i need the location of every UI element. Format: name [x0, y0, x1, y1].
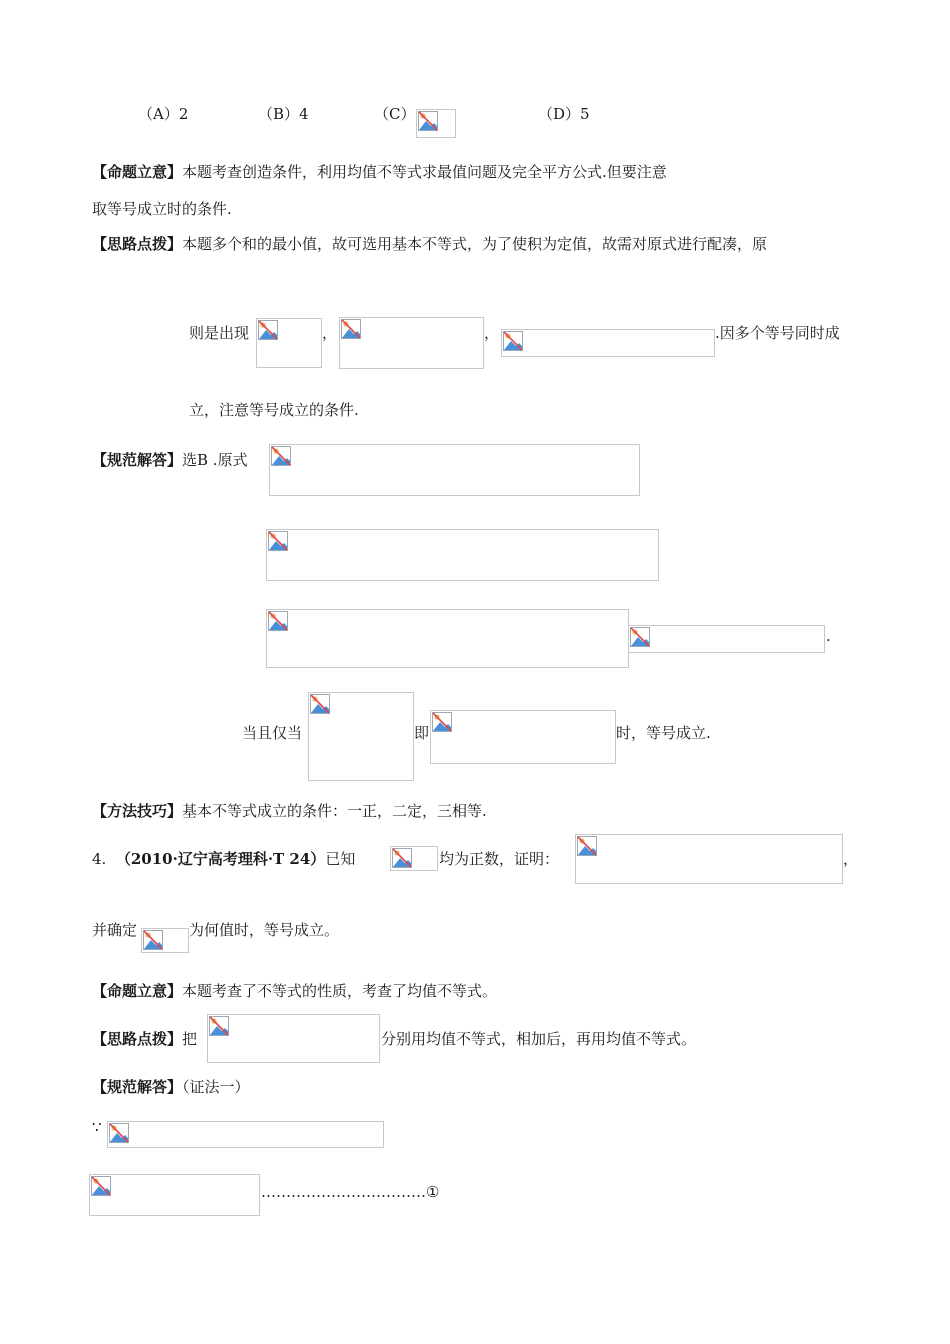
option-c-image — [416, 109, 456, 138]
broken-image-icon — [503, 331, 523, 351]
section-label: 【规范解答】 — [92, 451, 183, 469]
broken-image-icon — [418, 111, 438, 131]
period: . — [826, 627, 831, 645]
section-text: 分别用均值不等式，相加后，再用均值不等式。 — [381, 1030, 697, 1048]
formula-image — [89, 1174, 260, 1216]
broken-image-icon — [91, 1176, 111, 1196]
formula-image — [266, 529, 659, 581]
section-label: 【方法技巧】 — [92, 802, 183, 820]
equation-dots: ……………………………① — [261, 1183, 440, 1201]
because-symbol: ∵ — [92, 1118, 102, 1136]
silu-line2-start: 则是出现 — [189, 324, 250, 342]
q3-mingti — [92, 162, 667, 182]
broken-image-icon — [258, 320, 278, 340]
broken-image-icon — [109, 1123, 129, 1143]
q3-silu — [92, 234, 767, 254]
section-label: 【命题立意】 — [92, 982, 183, 1000]
formula-image — [256, 318, 322, 368]
question-source: （2010·辽宁高考理科·T 24） — [115, 850, 326, 868]
shi-text: 时，等号成立. — [616, 724, 711, 742]
formula-image — [339, 317, 484, 369]
broken-image-icon — [392, 848, 412, 868]
question-text: 均为正数，证明： — [439, 850, 560, 868]
q3-mingti-cont: 取等号成立时的条件. — [92, 200, 232, 218]
formula-image — [207, 1014, 380, 1063]
formula-image — [269, 444, 640, 496]
q4-header — [92, 849, 355, 869]
silu-line2-end: .因多个等号同时成 — [715, 324, 840, 342]
section-label: 【规范解答】 — [92, 1078, 183, 1096]
formula-image — [141, 928, 189, 953]
option-a: （A）2 — [138, 105, 189, 123]
comma: ， — [322, 324, 338, 342]
broken-image-icon — [577, 836, 597, 856]
broken-image-icon — [268, 531, 288, 551]
section-text: 本题多个和的最小值，故可选用基本不等式，为了使积为定值，故需对原式进行配凑，原 — [182, 235, 768, 253]
formula-image — [628, 625, 825, 653]
broken-image-icon — [341, 319, 361, 339]
section-text: 选B .原式 — [182, 451, 248, 469]
q4-silu — [92, 1029, 197, 1049]
broken-image-icon — [209, 1016, 229, 1036]
comma: ， — [484, 324, 500, 342]
section-text: 本题考查了不等式的性质，考查了均值不等式。 — [182, 982, 498, 1000]
question-number: 4. — [92, 850, 107, 868]
dangqie-text: 当且仅当 — [242, 724, 303, 742]
q3-fangfa — [92, 801, 487, 821]
broken-image-icon — [432, 712, 452, 732]
ji-text: 即 — [414, 724, 430, 742]
formula-image — [575, 834, 843, 884]
section-label: 【思路点拨】 — [92, 1030, 183, 1048]
broken-image-icon — [310, 694, 330, 714]
formula-image — [501, 329, 715, 357]
broken-image-icon — [268, 611, 288, 631]
section-text: 基本不等式成立的条件：一正，二定，三相等. — [182, 802, 487, 820]
broken-image-icon — [271, 446, 291, 466]
option-c: （C） — [374, 105, 416, 123]
question-text: 并确定 — [92, 921, 138, 939]
option-b: （B）4 — [258, 105, 309, 123]
question-text: 已知 — [325, 850, 356, 868]
section-label: 【命题立意】 — [92, 163, 183, 181]
formula-image — [266, 609, 629, 668]
formula-image — [107, 1121, 384, 1148]
silu-line3: 立，注意等号成立的条件. — [189, 401, 359, 419]
question-text: 为何值时，等号成立。 — [189, 921, 340, 939]
formula-image — [308, 692, 414, 781]
section-text: 把 — [182, 1030, 198, 1048]
broken-image-icon — [630, 627, 650, 647]
section-text: 本题考查创造条件，利用均值不等式求最值问题及完全平方公式.但要注意 — [182, 163, 667, 181]
option-d: （D）5 — [538, 105, 590, 123]
section-text: （证法一） — [182, 1078, 250, 1096]
section-label: 【思路点拨】 — [92, 235, 183, 253]
q4-mingti — [92, 981, 497, 1001]
broken-image-icon — [143, 930, 163, 950]
formula-image — [390, 846, 438, 871]
q3-guifan — [92, 450, 248, 470]
q4-guifan — [92, 1077, 250, 1097]
formula-image — [430, 710, 616, 764]
comma: ， — [843, 850, 859, 868]
